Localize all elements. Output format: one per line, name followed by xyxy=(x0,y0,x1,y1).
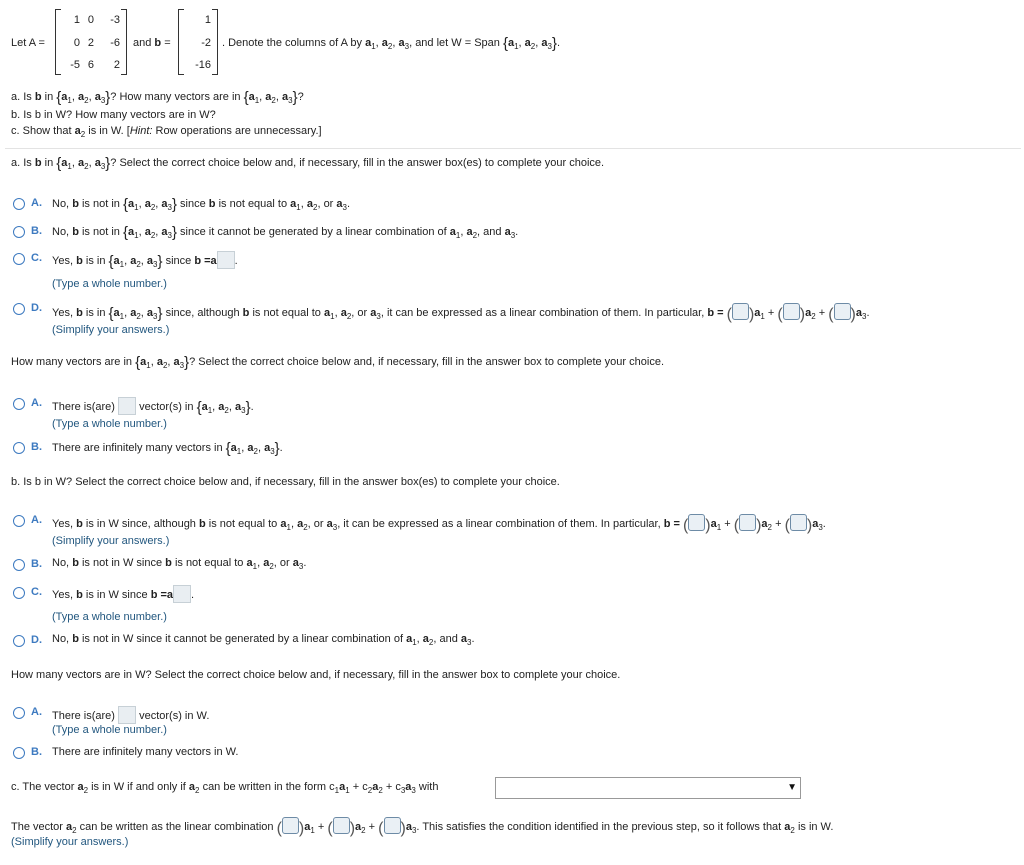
hint-text: (Type a whole number.) xyxy=(52,278,167,290)
option-a2-a-text[interactable]: There is(are) vector(s) in {$a_1$, $a_2$, $a_3$}. xyxy=(52,399,254,416)
matrix-a-cell: -5 xyxy=(70,59,80,71)
option-b2-a-text[interactable]: There is(are) vector(s) in W. xyxy=(52,706,209,724)
hint-text: (Type a whole number.) xyxy=(52,724,167,736)
option-b1-b-text[interactable]: No, b is not in W since b is not equal to $a_1$, $a_2$, or $a_3$. xyxy=(52,557,307,571)
option-a1-c-text[interactable]: Yes, b is in {$a_1$, $a_2$, $a_3$} since b =a . xyxy=(52,253,238,270)
coefficient-input[interactable] xyxy=(783,303,800,320)
hint-text: (Type a whole number.) xyxy=(52,418,167,430)
coefficient-input[interactable] xyxy=(384,817,401,834)
option-a2-b-text[interactable]: There are infinitely many vectors in {$a_1$, $a_2$, $a_3$}. xyxy=(52,440,283,457)
option-letter: A. xyxy=(31,397,42,409)
radio-b1-option-c[interactable] xyxy=(13,587,25,599)
radio-a2-option-b[interactable] xyxy=(13,442,25,454)
option-b1-d-text[interactable]: No, b is not in W since it cannot be generated by a linear combination of $a_1$, $a_2$, and $a_3$. xyxy=(52,633,475,647)
condition-select[interactable] xyxy=(495,777,801,799)
coefficient-input[interactable] xyxy=(790,514,807,531)
coefficient-input[interactable] xyxy=(282,817,299,834)
matrix-a-cell: -6 xyxy=(110,37,120,49)
coefficient-input[interactable] xyxy=(333,817,350,834)
part-c-combination: The vector $a_2$ can be written as the linear combination ( )$a_1$ + ( )$a_2$ + ( )$a_3$. This satisfies the condition identified in the previous step, so it follows that $a_2$ is in W. xyxy=(11,817,833,838)
matrix-a-cell: 0 xyxy=(73,37,80,49)
option-letter: A. xyxy=(31,514,42,526)
option-letter: D. xyxy=(31,634,42,646)
subscript-answer-box[interactable] xyxy=(173,585,191,603)
hint-text: (Type a whole number.) xyxy=(52,611,167,623)
subscript-answer-box[interactable] xyxy=(217,251,235,269)
option-b2-b-text[interactable]: There are infinitely many vectors in W. xyxy=(52,746,239,758)
option-letter: B. xyxy=(31,225,42,237)
part-c-statement: c. Show that $a_2$ is in W. [Hint: Row operations are unnecessary.] xyxy=(11,125,322,139)
matrix-a-cell: -3 xyxy=(110,14,120,26)
radio-a1-option-a[interactable] xyxy=(13,198,25,210)
radio-a1-option-b[interactable] xyxy=(13,226,25,238)
radio-b2-option-a[interactable] xyxy=(13,707,25,719)
option-letter: B. xyxy=(31,746,42,758)
option-letter: A. xyxy=(31,197,42,209)
option-letter: D. xyxy=(31,302,42,314)
hint-text: (Simplify your answers.) xyxy=(52,535,170,547)
matrix-a-cell: 6 xyxy=(87,59,94,71)
section-divider xyxy=(5,148,1021,149)
hint-text: (Simplify your answers.) xyxy=(11,836,129,848)
question-b1-prompt: b. Is b in W? Select the correct choice below and, if necessary, fill in the answer box(es) to complete your choice. xyxy=(11,476,560,488)
matrix-a-cell: 1 xyxy=(73,14,80,26)
option-letter: C. xyxy=(31,252,42,264)
radio-a1-option-d[interactable] xyxy=(13,303,25,315)
radio-b1-option-a[interactable] xyxy=(13,515,25,527)
coefficient-input[interactable] xyxy=(732,303,749,320)
part-c-condition: c. The vector $a_2$ is in W if and only if $a_2$ can be written in the form $c_1a_1 + c_2a_2 + c_3a_3$ with xyxy=(11,781,439,795)
option-letter: B. xyxy=(31,441,42,453)
option-a1-b-text[interactable]: No, b is not in {$a_1$, $a_2$, $a_3$} since it cannot be generated by a linear combination of $a_1$, $a_2$, and $a_3$. xyxy=(52,224,519,241)
option-a1-d-text[interactable]: Yes, b is in {$a_1$, $a_2$, $a_3$} since, although b is not equal to $a_1$, $a_2$, or $a_3$, it can be expressed as a linear combination of them. In particular, b = ( )$a_1$ + ( )$a_2$ + ( )$a_3$. xyxy=(52,305,870,323)
and-b-label: and b = xyxy=(133,37,171,49)
count-answer-box[interactable] xyxy=(118,706,136,724)
vector-b-cell: -16 xyxy=(195,59,211,71)
coefficient-input[interactable] xyxy=(834,303,851,320)
matrix-a-cell: 0 xyxy=(87,14,94,26)
question-b2-prompt: How many vectors are in W? Select the correct choice below and, if necessary, fill in the answer box to complete your choice. xyxy=(11,669,621,681)
dropdown-arrow-icon: ▼ xyxy=(787,782,797,793)
option-a1-a-text[interactable]: No, b is not in {$a_1$, $a_2$, $a_3$} since b is not equal to $a_1$, $a_2$, or $a_3$. xyxy=(52,196,351,213)
radio-a2-option-a[interactable] xyxy=(13,398,25,410)
vector-b xyxy=(178,9,218,75)
vector-b-cell: -2 xyxy=(201,37,211,49)
radio-b2-option-b[interactable] xyxy=(13,747,25,759)
coefficient-input[interactable] xyxy=(688,514,705,531)
radio-b1-option-b[interactable] xyxy=(13,559,25,571)
let-a-label: Let A = xyxy=(11,37,45,49)
matrix-a-cell: 2 xyxy=(113,59,120,71)
matrix-a xyxy=(55,9,127,75)
coefficient-input[interactable] xyxy=(739,514,756,531)
part-b-statement: b. Is b in W? How many vectors are in W? xyxy=(11,109,216,121)
option-b1-c-text[interactable]: Yes, b is in W since b =a . xyxy=(52,585,194,603)
part-a-statement: a. Is b in {$a_1$, $a_2$, $a_3$}? How many vectors are in {$a_1$, $a_2$, $a_3$}? xyxy=(11,89,304,106)
vector-b-cell: 1 xyxy=(204,14,211,26)
radio-a1-option-c[interactable] xyxy=(13,253,25,265)
hint-text: (Simplify your answers.) xyxy=(52,324,170,336)
option-letter: B. xyxy=(31,558,42,570)
radio-b1-option-d[interactable] xyxy=(13,635,25,647)
option-b1-a-text[interactable]: Yes, b is in W since, although b is not equal to $a_1$, $a_2$, or $a_3$, it can be expressed as a linear combination of them. In particular, b = ( )$a_1$ + ( )$a_2$ + ( )$a_3$. xyxy=(52,514,826,535)
denote-text: . Denote the columns of A by $a_1$, $a_2$, $a_3$, and let W = Span {$a_1$, $a_2$, $a_3$}. xyxy=(222,35,561,52)
option-letter: C. xyxy=(31,586,42,598)
count-answer-box[interactable] xyxy=(118,397,136,415)
matrix-a-cell: 2 xyxy=(87,37,94,49)
question-a1-prompt: a. Is b in {$a_1$, $a_2$, $a_3$}? Select the correct choice below and, if necessary, fill in the answer box(es) to complete your choice. xyxy=(11,155,605,172)
question-a2-prompt: How many vectors are in {$a_1$, $a_2$, $a_3$}? Select the correct choice below and, if necessary, fill in the answer box to complete your choice. xyxy=(11,354,664,371)
option-letter: A. xyxy=(31,706,42,718)
